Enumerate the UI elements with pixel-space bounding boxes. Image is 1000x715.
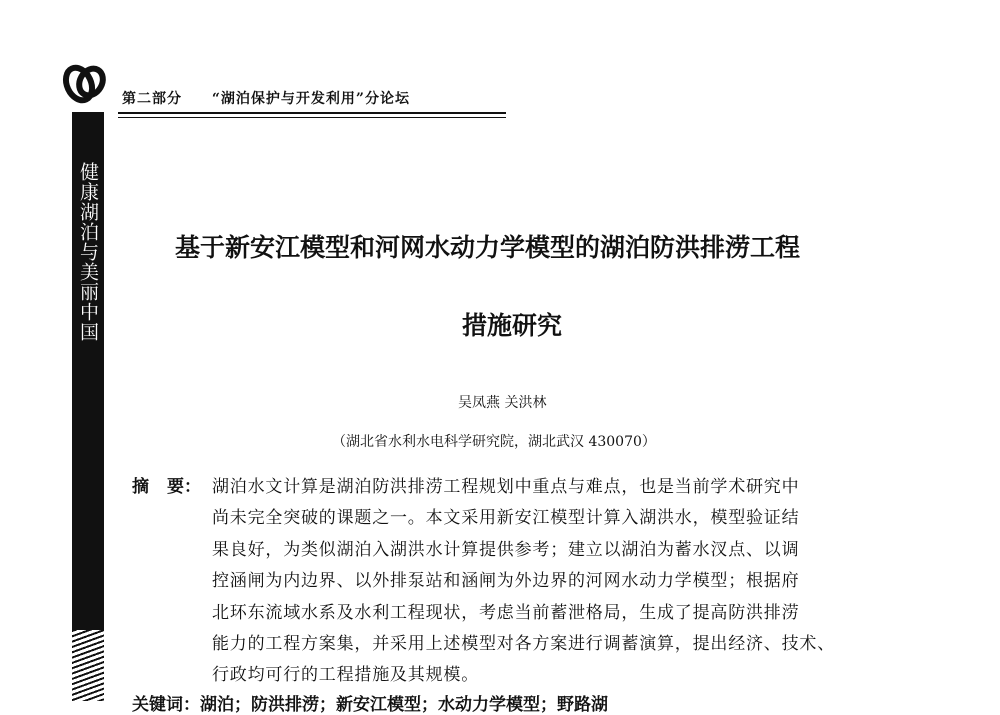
paper-title-line-2: 措施研究 — [462, 311, 563, 340]
keywords-line — [132, 690, 608, 715]
sidebar-title: 健康湖泊与美丽中国 — [77, 162, 99, 342]
paper-affiliation: （湖北省水利水电科学研究院，湖北武汉 430070） — [332, 434, 656, 450]
abstract-line: 能力的工程方案集，并采用上述模型对各方案进行调蓄演算，提出经济、技术、 — [212, 634, 835, 654]
paper-authors: 吴凤燕 关洪林 — [458, 395, 547, 411]
header-rule — [118, 112, 506, 114]
paper-title-line-1: 基于新安江模型和河网水动力学模型的湖泊防洪排涝工程 — [175, 233, 801, 262]
abstract-label-char-2: 要： — [167, 477, 201, 497]
abstract-label — [132, 472, 201, 497]
publisher-logo-icon — [62, 62, 108, 106]
header-rule-thin — [118, 117, 506, 118]
keywords-label: 关键词： — [132, 695, 200, 715]
abstract-line: 控涵闸为内边界、以外排泵站和涵闸为外边界的河网水动力学模型；根据府 — [212, 571, 800, 591]
abstract-line: 北环东流域水系及水利工程现状，考虑当前蓄泄格局，生成了提高防洪排涝 — [212, 603, 800, 623]
abstract-line: 湖泊水文计算是湖泊防洪排涝工程规划中重点与难点，也是当前学术研究中 — [212, 477, 800, 497]
abstract-line: 行政均可行的工程措施及其规模。 — [212, 665, 479, 685]
header-section: 第二部分 — [122, 91, 182, 107]
header-forum: “湖泊保护与开发利用”分论坛 — [211, 91, 410, 107]
abstract-label-char-1: 摘 — [132, 477, 149, 497]
abstract-line: 尚未完全突破的课题之一。本文采用新安江模型计算入湖洪水，模型验证结 — [212, 508, 800, 528]
abstract-line: 果良好，为类似湖泊入湖洪水计算提供参考；建立以湖泊为蓄水汊点、以调 — [212, 540, 800, 560]
sidebar-hatch — [72, 630, 104, 701]
keywords-text: 湖泊；防洪排涝；新安江模型；水动力学模型；野路湖 — [200, 695, 608, 715]
sidebar-band — [72, 112, 104, 652]
running-header — [122, 88, 410, 108]
